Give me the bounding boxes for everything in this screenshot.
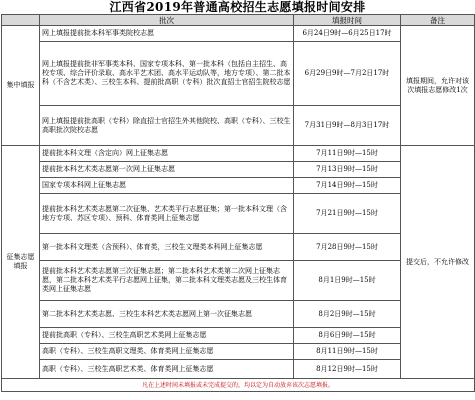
note-solicit: 提交后，不允许修改: [401, 146, 475, 379]
header-time: 填报时间: [294, 15, 401, 26]
schedule-table: [1, 14, 475, 392]
batch-cell: 提前批本科艺术类志愿第三次征集志愿；第二批本科艺术类第二次网上征集志愿，第二批本科艺术类平行志愿网上征集，第二批本科文理类志愿及三校生体育类网上征集志愿: [40, 261, 294, 301]
time-cell: 6月29日9时—7月2日17时: [294, 42, 401, 106]
batch-cell: 网上填报提前批本科军事类院校志愿: [40, 26, 294, 42]
footer-row: [2, 379, 475, 392]
time-cell: 8月6日9时—15时: [294, 328, 401, 344]
time-cell: 8月1日9时—15时: [294, 261, 401, 301]
time-cell: 7月11日9时—15时: [294, 146, 401, 162]
batch-cell: 高职（专科）、三校生高职艺术类、体育类网上征集志愿: [40, 360, 294, 379]
time-cell: 7月21日9时—15时: [294, 194, 401, 234]
batch-cell: 提前批本科艺术类志愿第二次征集、艺术类平行志愿征集；第一批本科文理（含地方专项、苏区专项）、预科、体育类网上征集志愿: [40, 194, 294, 234]
header-batch: 批次: [40, 15, 294, 26]
group-solicit: 征集志愿填报: [2, 146, 40, 379]
time-cell: 7月28日9时—15时: [294, 234, 401, 261]
batch-cell: 提前批高职（专科）、三校生高职艺术类网上征集志愿: [40, 328, 294, 344]
table-row: [2, 26, 475, 42]
batch-cell: 高职（专科）、三校生高职文理类、体育类网上征集志愿: [40, 344, 294, 360]
table-row: [2, 146, 475, 162]
time-cell: 8月12日9时—15时: [294, 360, 401, 379]
header-row: [2, 15, 475, 26]
time-cell: 8月2日9时—15时: [294, 301, 401, 328]
batch-cell: 网上填报提前批高职（专科）除直招士官招生外其他院校、高职（专科）、三校生高职批次院校志愿: [40, 106, 294, 146]
batch-cell: 网上填报提前批非军事类本科、国家专项本科、第一批本科（包括自主招生、高校专项、综合评价录取、高水平艺术团、高水平运动队等，地方专项）、第二批本科（不含艺术类）、三校生本科、提前批高职（专科）批次直招士官招生院校志愿: [40, 42, 294, 106]
footer-note: 凡在上述时间未填报或未完成提交的，均以定为自动放弃该次志愿填报。: [2, 379, 475, 392]
group-concentrated: 集中填报: [2, 26, 40, 146]
batch-cell: 国家专项本科网上征集志愿: [40, 178, 294, 194]
note-concentrated: 填报期间，允许对该次填报志愿修改1次: [401, 26, 475, 146]
time-cell: 7月13日9时—15时: [294, 162, 401, 178]
time-cell: 6月24日9时—6月25日17时: [294, 26, 401, 42]
time-cell: 8月11日9时—15时: [294, 344, 401, 360]
batch-cell: 第二批本科艺术类志愿、三校生本科艺术类志愿网上第一次征集志愿: [40, 301, 294, 328]
time-cell: 7月14日9时—15时: [294, 178, 401, 194]
time-cell: 7月31日9时—8月3日17时: [294, 106, 401, 146]
header-note: 备注: [401, 15, 475, 26]
header-category: [2, 15, 40, 26]
batch-cell: 提前批本科艺术类志愿第一次网上征集志愿: [40, 162, 294, 178]
batch-cell: 第一批本科文理类（含预科）、体育类，三校生文理类本科网上征集志愿: [40, 234, 294, 261]
batch-cell: 提前批本科文理（含定向）网上征集志愿: [40, 146, 294, 162]
page-title: 江西省2019年普通高校招生志愿填报时间安排: [109, 0, 366, 14]
